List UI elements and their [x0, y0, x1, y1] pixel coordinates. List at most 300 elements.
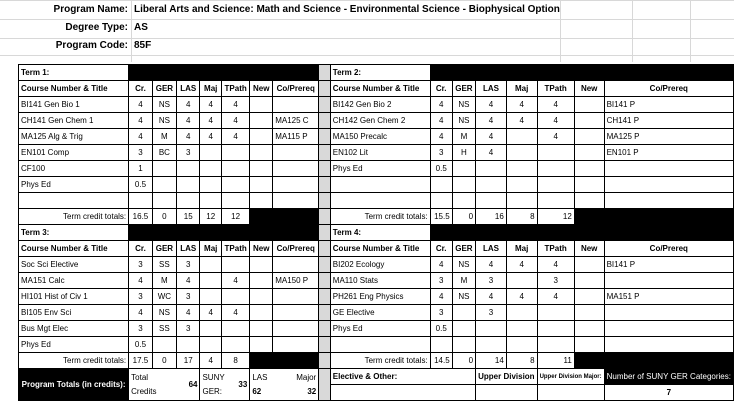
term-total-las: 17: [177, 353, 200, 369]
column-header-coreq: Co/Prereq: [273, 81, 319, 97]
course-cr: [129, 193, 153, 209]
course-title: BI105 Env Sci: [19, 305, 129, 321]
course-coreq: BI141 P: [604, 97, 733, 113]
course-maj: 4: [200, 113, 221, 129]
course-new: [574, 97, 604, 113]
course-row: [19, 289, 734, 305]
course-ger: [152, 161, 176, 177]
course-row: [19, 97, 734, 113]
term-totals-label: Term credit totals:: [330, 209, 430, 225]
course-coreq: [273, 305, 319, 321]
column-header-las: LAS: [476, 81, 507, 97]
course-maj: [506, 161, 537, 177]
course-new: [574, 305, 604, 321]
course-ger: [452, 305, 475, 321]
course-cr: 4: [430, 289, 452, 305]
term-total-cr: 15.5: [430, 209, 452, 225]
course-maj: 4: [200, 129, 221, 145]
term-total-cr: 14.5: [430, 353, 452, 369]
course-maj: 4: [506, 289, 537, 305]
column-header-coreq: Co/Prereq: [604, 81, 733, 97]
course-new: [574, 289, 604, 305]
course-las: [177, 193, 200, 209]
term-totals-row: [19, 209, 734, 225]
term-title: Term 1:: [19, 65, 129, 81]
column-header-maj: Maj: [200, 241, 221, 257]
course-las: 3: [177, 145, 200, 161]
course-plan-table: [18, 64, 734, 401]
course-ger: NS: [452, 113, 475, 129]
term-title: Term 2:: [330, 65, 430, 81]
column-header-new: New: [574, 241, 604, 257]
column-gap: [319, 289, 331, 305]
column-gap: [319, 97, 331, 113]
course-cr: [430, 337, 452, 353]
course-coreq: [273, 289, 319, 305]
term-total-tpath: 12: [537, 209, 574, 225]
course-tpath: 4: [221, 97, 249, 113]
column-gap: [319, 241, 331, 257]
term-total-ger: 0: [452, 353, 475, 369]
column-gap: [319, 353, 331, 369]
course-las: [177, 161, 200, 177]
course-las: 4: [476, 145, 507, 161]
column-header-row: [19, 241, 734, 257]
column-gap: [319, 337, 331, 353]
course-tpath: [537, 177, 574, 193]
course-coreq: BI141 P: [604, 257, 733, 273]
course-new: [250, 145, 273, 161]
course-maj: [506, 321, 537, 337]
course-title: MA110 Stats: [330, 273, 430, 289]
course-new: [574, 193, 604, 209]
course-coreq: [273, 161, 319, 177]
suny-categories-label: Number of SUNY GER Categories:: [604, 369, 733, 385]
column-header-tpath: TPath: [221, 81, 249, 97]
total-credits-cell: [129, 369, 200, 401]
course-cr: 0.5: [430, 321, 452, 337]
program-code-label: Program Code:: [55, 40, 128, 51]
course-maj: [200, 145, 221, 161]
course-tpath: 4: [221, 305, 249, 321]
column-header-cr: Cr.: [129, 241, 153, 257]
course-ger: BC: [152, 145, 176, 161]
course-cr: 0.5: [430, 161, 452, 177]
course-new: [574, 113, 604, 129]
term-total-maj: 8: [506, 353, 537, 369]
term-total-las: 15: [177, 209, 200, 225]
course-maj: [200, 273, 221, 289]
course-title: MA150 Precalc: [330, 129, 430, 145]
course-tpath: 4: [537, 289, 574, 305]
degree-type-row: [0, 19, 734, 37]
column-header-cr: Cr.: [129, 81, 153, 97]
course-las: 4: [476, 113, 507, 129]
course-cr: 4: [430, 257, 452, 273]
term-total-tpath: 8: [221, 353, 249, 369]
term-title-bar: [430, 225, 733, 241]
las-value: 62: [252, 386, 262, 396]
las-label: LAS: [252, 372, 268, 382]
upper-division-label: Upper Division: [476, 369, 537, 385]
course-ger: [152, 177, 176, 193]
column-header-new: New: [250, 241, 273, 257]
course-tpath: [221, 257, 249, 273]
column-header-course: Course Number & Title: [19, 81, 129, 97]
course-coreq: [273, 193, 319, 209]
course-maj: 4: [200, 97, 221, 113]
course-row: [19, 145, 734, 161]
program-totals-row-1: [19, 369, 734, 385]
column-header-las: LAS: [476, 241, 507, 257]
term-total-tpath: 11: [537, 353, 574, 369]
course-new: [250, 289, 273, 305]
course-las: 3: [476, 273, 507, 289]
course-ger: NS: [152, 97, 176, 113]
course-tpath: 4: [537, 129, 574, 145]
course-ger: NS: [452, 289, 475, 305]
term-total-las: 14: [476, 353, 507, 369]
total-credits-value: 64: [188, 379, 198, 389]
course-ger: NS: [452, 257, 475, 273]
course-cr: 4: [430, 129, 452, 145]
course-tpath: 4: [221, 129, 249, 145]
course-tpath: [537, 337, 574, 353]
term-title-bar: [129, 225, 319, 241]
course-ger: SS: [152, 321, 176, 337]
column-gap: [319, 177, 331, 193]
course-row: [19, 177, 734, 193]
totals-black-bar: [574, 209, 733, 225]
course-title: PH261 Eng Physics: [330, 289, 430, 305]
course-row: [19, 257, 734, 273]
program-code: 85F: [134, 40, 152, 51]
column-header-las: LAS: [177, 241, 200, 257]
course-las: [177, 337, 200, 353]
column-header-ger: GER: [452, 241, 475, 257]
column-header-ger: GER: [152, 81, 176, 97]
course-title: HI101 Hist of Civ 1: [19, 289, 129, 305]
term-title-bar: [129, 65, 319, 81]
course-maj: [200, 321, 221, 337]
course-new: [250, 161, 273, 177]
term-total-ger: 0: [152, 209, 176, 225]
course-row: [19, 337, 734, 353]
course-title: MA125 Alg & Trig: [19, 129, 129, 145]
program-code-row: [0, 37, 734, 55]
course-las: 4: [177, 273, 200, 289]
course-maj: [200, 289, 221, 305]
course-cr: 4: [430, 113, 452, 129]
course-maj: [200, 337, 221, 353]
course-maj: [506, 337, 537, 353]
column-gap: [319, 193, 331, 209]
course-coreq: MA115 P: [273, 129, 319, 145]
column-header-las: LAS: [177, 81, 200, 97]
course-title: Soc Sci Elective: [19, 257, 129, 273]
las-major-cell: [250, 369, 319, 401]
course-coreq: [604, 337, 733, 353]
course-new: [250, 97, 273, 113]
degree-type-label: Degree Type:: [65, 22, 128, 33]
totals-black-bar: [250, 353, 319, 369]
column-header-maj: Maj: [200, 81, 221, 97]
term-title-row: [19, 65, 734, 81]
course-title: [330, 177, 430, 193]
course-new: [250, 113, 273, 129]
term-total-cr: 17.5: [129, 353, 153, 369]
course-cr: 4: [129, 273, 153, 289]
course-maj: 4: [506, 257, 537, 273]
course-cr: 4: [129, 113, 153, 129]
course-tpath: [221, 193, 249, 209]
program-name-label: Program Name:: [53, 4, 128, 15]
course-title: BI202 Ecology: [330, 257, 430, 273]
course-las: 3: [177, 321, 200, 337]
course-tpath: [537, 145, 574, 161]
course-las: 3: [476, 305, 507, 321]
course-coreq: [273, 257, 319, 273]
course-tpath: 3: [537, 273, 574, 289]
column-gap: [319, 81, 331, 97]
course-coreq: [604, 161, 733, 177]
column-header-maj: Maj: [506, 241, 537, 257]
term-totals-row: [19, 353, 734, 369]
degree-type: AS: [134, 22, 148, 33]
course-title: Phys Ed: [330, 321, 430, 337]
course-maj: [200, 161, 221, 177]
course-coreq: MA125 P: [604, 129, 733, 145]
course-title: EN101 Comp: [19, 145, 129, 161]
course-maj: [506, 273, 537, 289]
course-new: [250, 337, 273, 353]
major-value: 32: [307, 386, 317, 396]
course-las: [476, 193, 507, 209]
course-cr: 0.5: [129, 337, 153, 353]
course-cr: 3: [129, 289, 153, 305]
term-total-maj: 4: [200, 353, 221, 369]
course-maj: [506, 305, 537, 321]
course-ger: SS: [152, 257, 176, 273]
suny-label: SUNY: [202, 372, 225, 382]
course-coreq: [273, 97, 319, 113]
course-cr: 0.5: [129, 177, 153, 193]
course-coreq: MA150 P: [273, 273, 319, 289]
suny-categories-value: 7: [604, 385, 733, 401]
course-las: [476, 321, 507, 337]
column-gap: [319, 225, 331, 241]
term-total-maj: 12: [200, 209, 221, 225]
course-ger: M: [452, 273, 475, 289]
course-coreq: [604, 305, 733, 321]
course-tpath: [221, 177, 249, 193]
column-gap: [319, 305, 331, 321]
course-ger: [452, 337, 475, 353]
course-tpath: 4: [537, 113, 574, 129]
course-title: Phys Ed: [19, 177, 129, 193]
course-cr: [430, 177, 452, 193]
course-new: [574, 321, 604, 337]
course-new: [250, 193, 273, 209]
course-new: [574, 161, 604, 177]
course-tpath: [221, 145, 249, 161]
course-new: [250, 129, 273, 145]
term-totals-label: Term credit totals:: [330, 353, 430, 369]
course-coreq: [273, 145, 319, 161]
course-ger: [152, 337, 176, 353]
course-maj: [200, 193, 221, 209]
course-tpath: [537, 305, 574, 321]
course-cr: 3: [430, 305, 452, 321]
column-header-new: New: [250, 81, 273, 97]
column-header-course: Course Number & Title: [330, 241, 430, 257]
course-maj: 4: [200, 305, 221, 321]
course-coreq: CH141 P: [604, 113, 733, 129]
column-gap: [319, 273, 331, 289]
course-maj: [506, 145, 537, 161]
grid-line: [0, 55, 734, 56]
totals-black-bar: [250, 209, 319, 225]
course-new: [574, 145, 604, 161]
course-las: [476, 337, 507, 353]
course-title: CF100: [19, 161, 129, 177]
term-total-tpath: 12: [221, 209, 249, 225]
course-row: [19, 113, 734, 129]
column-header-coreq: Co/Prereq: [604, 241, 733, 257]
upper-division-major-value: [537, 385, 604, 401]
column-header-cr: Cr.: [430, 81, 452, 97]
course-coreq: [604, 321, 733, 337]
course-ger: [452, 177, 475, 193]
course-tpath: [537, 161, 574, 177]
elective-other-value: [330, 385, 475, 401]
column-gap: [319, 129, 331, 145]
course-new: [574, 337, 604, 353]
course-ger: WC: [152, 289, 176, 305]
total-label: Total: [131, 372, 149, 382]
term-title-row: [19, 225, 734, 241]
course-title: [19, 193, 129, 209]
course-title: BI142 Gen Bio 2: [330, 97, 430, 113]
column-gap: [319, 369, 331, 401]
course-ger: H: [452, 145, 475, 161]
program-name: Liberal Arts and Science: Math and Science - Environmental Science - Biophysical Option: [134, 4, 560, 15]
course-las: 4: [476, 129, 507, 145]
program-name-row: [0, 1, 734, 19]
course-ger: [452, 161, 475, 177]
upper-division-major-label: Upper Division Major:: [537, 369, 604, 385]
course-tpath: [221, 289, 249, 305]
column-gap: [319, 209, 331, 225]
course-tpath: 4: [221, 113, 249, 129]
course-cr: 4: [129, 129, 153, 145]
column-header-coreq: Co/Prereq: [273, 241, 319, 257]
course-ger: [152, 193, 176, 209]
column-header-cr: Cr.: [430, 241, 452, 257]
course-cr: 3: [430, 145, 452, 161]
course-row: [19, 193, 734, 209]
suny-ger-value: 33: [238, 379, 248, 389]
course-las: 4: [177, 113, 200, 129]
course-cr: [430, 193, 452, 209]
course-tpath: [221, 321, 249, 337]
column-header-row: [19, 81, 734, 97]
course-ger: NS: [452, 97, 475, 113]
course-cr: 3: [430, 273, 452, 289]
course-las: [476, 177, 507, 193]
course-cr: 4: [129, 97, 153, 113]
course-coreq: [604, 193, 733, 209]
course-las: [177, 177, 200, 193]
term-title-bar: [430, 65, 733, 81]
course-title: CH141 Gen Chem 1: [19, 113, 129, 129]
course-title: Phys Ed: [19, 337, 129, 353]
column-gap: [319, 257, 331, 273]
elective-other-label: Elective & Other:: [330, 369, 475, 385]
course-las: 4: [476, 289, 507, 305]
course-title: BI141 Gen Bio 1: [19, 97, 129, 113]
term-total-las: 16: [476, 209, 507, 225]
course-row: [19, 161, 734, 177]
course-maj: [506, 193, 537, 209]
course-new: [574, 129, 604, 145]
course-tpath: 4: [221, 273, 249, 289]
course-cr: 3: [129, 145, 153, 161]
major-label: Major: [296, 372, 317, 382]
course-cr: 4: [430, 97, 452, 113]
credits-label: Credits: [131, 386, 157, 396]
course-cr: 4: [129, 305, 153, 321]
suny-ger-cell: [200, 369, 250, 401]
term-totals-label: Term credit totals:: [19, 353, 129, 369]
course-ger: NS: [152, 113, 176, 129]
course-coreq: [273, 177, 319, 193]
course-title: [330, 193, 430, 209]
course-new: [574, 257, 604, 273]
course-las: [476, 161, 507, 177]
upper-division-value: [476, 385, 537, 401]
term-total-ger: 0: [152, 353, 176, 369]
course-new: [574, 177, 604, 193]
course-row: [19, 129, 734, 145]
course-las: 4: [177, 97, 200, 113]
course-new: [250, 273, 273, 289]
column-header-tpath: TPath: [537, 241, 574, 257]
course-title: MA151 Calc: [19, 273, 129, 289]
term-totals-label: Term credit totals:: [19, 209, 129, 225]
course-new: [250, 257, 273, 273]
column-gap: [319, 65, 331, 81]
course-cr: 1: [129, 161, 153, 177]
column-header-new: New: [574, 81, 604, 97]
course-las: 3: [177, 289, 200, 305]
column-header-tpath: TPath: [537, 81, 574, 97]
course-cr: 3: [129, 321, 153, 337]
course-tpath: [537, 193, 574, 209]
course-title: [330, 337, 430, 353]
course-coreq: MA151 P: [604, 289, 733, 305]
course-coreq: [604, 177, 733, 193]
term-title: Term 4:: [330, 225, 430, 241]
term-total-maj: 8: [506, 209, 537, 225]
course-title: Phys Ed: [330, 161, 430, 177]
course-row: [19, 305, 734, 321]
course-new: [250, 321, 273, 337]
course-row: [19, 273, 734, 289]
course-title: GE Elective: [330, 305, 430, 321]
column-header-ger: GER: [152, 241, 176, 257]
course-title: EN102 Lit: [330, 145, 430, 161]
